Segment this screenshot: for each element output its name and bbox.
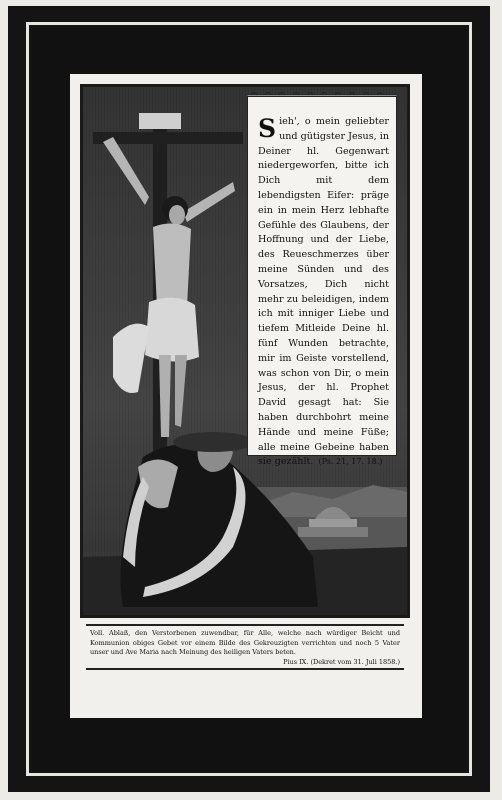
prayer-body: ieh', o mein geliebter und gütigster Jesus, in Deiner hl. Gegenwart niedergeworfen, bitte ich Dich mit dem lebendigsten Eifer: präge ein in mein Herz lebhafte Gefühle des Glaubens, der Hoffnung und der Liebe, des Reueschmerzes über meine Sünden und des Vorsatzes, Dich nicht mehr zu beleidigen, indem ich mit inniger Liebe und tiefem Mitleide Deine hl. fünf Wunden betrachte, mir im Geiste vorstellend, was schon von Dir, o mein Jesus, der hl. Prophet David gesagt hat: Sie haben durchbohrt meine Hände und meine Füße; alle meine Gebeine haben sie gezählt. [258, 116, 389, 468]
prayer-text [258, 115, 389, 470]
prayer-scroll [247, 96, 397, 468]
caption-text: Voll. Ablaß, den Verstorbenen zuwendbar, für Alle, welche nach würdiger Beicht und Kommunion obiges Gebet vor einem Bilde des Gekreuzigten verrichten und noch 5 Vater unser und Ave Maria nach Meinung des heiligen Vaters beten. [90, 629, 400, 657]
prayer-reference: (Ps. 21, 17. 18.) [318, 457, 383, 467]
prayer-initial: S [258, 114, 277, 143]
caption-source: Pius IX. (Dekret vom 31. Juli 1858.) [283, 657, 400, 666]
indulgence-caption [86, 624, 404, 670]
